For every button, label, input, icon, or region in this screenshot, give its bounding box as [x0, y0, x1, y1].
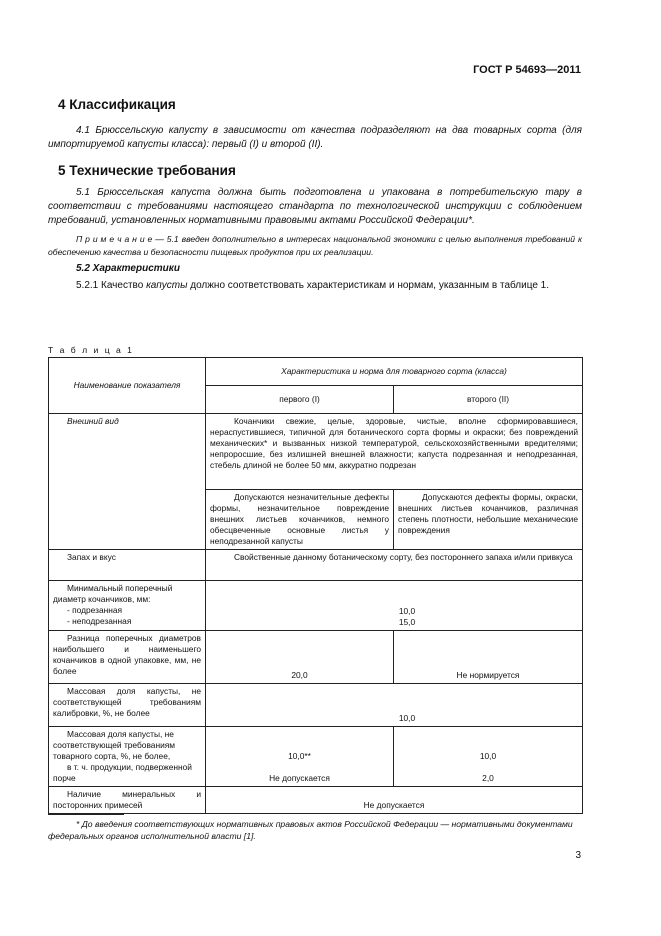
- header-second-grade: второго (II): [394, 386, 583, 414]
- row-diameter-sub1: - подрезанная: [67, 605, 123, 615]
- footnote: * До введения соответствующих нормативных правовых актов Российской Федерации — нормативными документами федеральных органов исполнительной власти [1].: [48, 819, 573, 841]
- note-label: П р и м е ч а н и е: [76, 234, 153, 244]
- row-grade-second: [394, 727, 583, 787]
- row-grade-first-v2: Не допускается: [269, 773, 330, 783]
- row-diameter-values: [206, 581, 583, 631]
- section-4-title: 4 Классификация: [58, 97, 176, 112]
- p521-a: 5.2.1 Качество: [76, 280, 147, 291]
- section-5-1-text: 5.1 Брюссельская капуста должна быть подготовлена и упакована в потребительскую тару в соответствии с требованиями настоящего стандарта по технологической инструкции с соблюдением требований, установленных нормативными правовыми актами Российской Федерации*.: [48, 187, 582, 226]
- row-grade-name: [49, 727, 206, 787]
- p521-c: должно соответствовать характеристикам и нормам, указанным в таблице 1.: [187, 280, 550, 291]
- row-calibration-value: 10,0: [206, 684, 583, 727]
- row-grade-second-v1: 10,0: [479, 751, 497, 761]
- row-diameter-sub2: - неподрезанная: [67, 616, 132, 626]
- note: [48, 233, 582, 258]
- document-id: ГОСТ Р 54693—2011: [473, 64, 581, 76]
- row-diff-name: Разница поперечных диаметров наибольшего и наименьшего кочанчиков в одной упаковке, мм, не более: [49, 631, 206, 684]
- footnote-divider: [48, 814, 124, 815]
- row-diameter-name: [49, 581, 206, 631]
- section-4-1-text: 4.1 Брюссельскую капусту в зависимости от качества подразделяют на два товарных сорта (для импортируемой капусты класса): первый (I) и второй (II).: [48, 125, 582, 150]
- section-5-title: 5 Технические требования: [58, 163, 236, 178]
- row-appearance-common: Кочанчики свежие, целые, здоровые, чистые, вполне сформировавшиеся, нераспустившиеся, типичной для ботанического сорта формы и окраски; без повреждений механических* и вызванных низкой температурой, сельскохозяйственными вредителями; непроросшие, без излишней внешней влажности; капуста подрезанная и неподрезанная, стебель длиной не более 50 мм, аккуратно подрезан: [206, 414, 583, 490]
- page-number: 3: [575, 850, 581, 861]
- row-impurities-value: Не допускается: [206, 787, 583, 814]
- characteristics-table: [48, 357, 583, 814]
- row-smell-value: Свойственные данному ботаническому сорту, без постороннего запаха и/или привкуса: [206, 550, 583, 581]
- row-grade-first: [206, 727, 394, 787]
- row-appearance-name: Внешний вид: [49, 414, 206, 550]
- header-indicator-name: Наименование показателя: [49, 358, 206, 414]
- row-diameter-title: Минимальный поперечный диаметр кочанчиков, мм:: [53, 583, 173, 604]
- row-diff-first: 20,0: [206, 631, 394, 684]
- row-diameter-v2: 15,0: [398, 617, 416, 627]
- section-5-2-title: 5.2 Характеристики: [76, 263, 180, 274]
- row-grade-title2: в т. ч. продукции, подверженной порче: [53, 762, 192, 783]
- row-appearance-first: Допускаются незначительные дефекты формы, незначительное повреждение внешних листьев кочанчиков, немного обесцвеченные основные листья у неподрезанной капусты: [206, 490, 394, 550]
- header-first-grade: первого (I): [206, 386, 394, 414]
- row-diameter-v1: 10,0: [398, 606, 416, 616]
- row-smell-name: Запах и вкус: [49, 550, 206, 581]
- note-text: — 5.1 введен дополнительно в интересах национальной экономики с целью выполнения требований к обеспечению качества и безопасности пищевых продуктов при их реализации.: [48, 234, 583, 257]
- header-norm: Характеристика и норма для товарного сорта (класса): [206, 358, 583, 386]
- row-grade-first-v1: 10,0**: [288, 751, 311, 761]
- row-appearance-second: Допускаются дефекты формы, окраски, внешних листьев кочанчиков, различная степень плотности, небольшие механические повреждения: [394, 490, 583, 550]
- row-grade-title: Массовая доля капусты, не соответствующей требованиям товарного сорта, %, не более,: [53, 729, 176, 761]
- p521-b: капусты: [146, 280, 188, 291]
- table-caption: Т а б л и ц а 1: [48, 345, 134, 355]
- row-grade-second-v2: 2,0: [482, 773, 494, 783]
- row-calibration-name: Массовая доля капусты, не соответствующей требованиям калибровки, %, не более: [49, 684, 206, 727]
- section-5-2-1-text: [48, 279, 582, 293]
- row-impurities-name: Наличие минеральных и посторонних примесей: [49, 787, 206, 814]
- row-diff-second: Не нормируется: [394, 631, 583, 684]
